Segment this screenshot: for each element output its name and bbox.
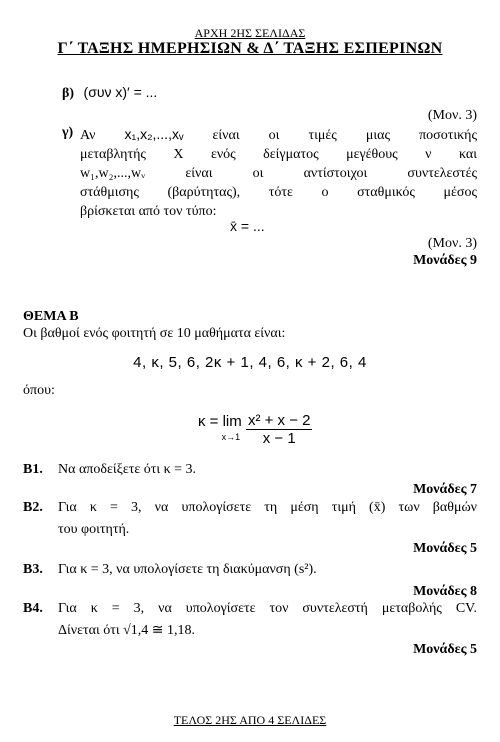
k-limit-lhs: κ = lim bbox=[198, 413, 242, 430]
question-b1-text: Να αποδείξετε ότι κ = 3. bbox=[58, 462, 197, 477]
question-b3-label: Β3. bbox=[23, 562, 43, 577]
theme-b-intro: Οι βαθμοί ενός φοιτητή σε 10 μαθήματα είναι: bbox=[23, 326, 286, 341]
part-c-marks: (Μον. 3) bbox=[427, 236, 477, 251]
part-b-marks: (Μον. 3) bbox=[427, 108, 477, 123]
page-header-top: ΑΡΧΗ 2ΗΣ ΣΕΛΙΔΑΣ bbox=[194, 26, 306, 40]
grades-list: 4, κ, 5, 6, 2κ + 1, 4, 6, κ + 2, 6, 4 bbox=[133, 354, 367, 371]
part-c-total-marks: Μονάδες 9 bbox=[413, 253, 477, 268]
k-limit-numerator: x² + x − 2 bbox=[247, 412, 311, 429]
question-b2-text: Για κ = 3, να υπολογίσετε τη μέση τιμή (x̄) των βαθμών bbox=[58, 500, 477, 515]
part-c-line-1: Αν x₁,x₂,...,xᵥ είναι οι τιμές μιας ποσοτικής bbox=[80, 126, 478, 143]
theme-b-where: όπου: bbox=[23, 383, 55, 398]
part-b bbox=[62, 84, 157, 102]
question-b2-label: Β2. bbox=[23, 500, 43, 515]
part-c-label: γ) bbox=[62, 125, 74, 140]
question-b4-marks: Μονάδες 5 bbox=[413, 642, 477, 657]
part-c-line-4: στάθμισης (βαρύτητας), τότε ο σταθμικός μέσος bbox=[80, 185, 477, 200]
theme-b-title: ΘΕΜΑ Β bbox=[23, 309, 79, 324]
part-b-expression: (συν x)′ = ... bbox=[83, 84, 158, 100]
question-b3-text: Για κ = 3, να υπολογίσετε τη διακύμανση (s²). bbox=[58, 562, 317, 577]
part-c-body bbox=[80, 125, 477, 221]
question-b1-label: Β1. bbox=[23, 462, 43, 477]
k-limit-formula bbox=[198, 412, 312, 447]
part-c-formula: x̄ = ... bbox=[230, 218, 265, 234]
question-b2-marks: Μονάδες 5 bbox=[413, 541, 477, 556]
part-c-line-3: w₁,w₂,...,wᵥ είναι οι αντίστοιχοι συντελεστές bbox=[80, 166, 477, 181]
part-b-label: β) bbox=[62, 86, 75, 101]
k-limit-sub: x→1 bbox=[221, 432, 241, 442]
question-b2-text-2: του φοιτητή. bbox=[58, 522, 130, 537]
page-footer: ΤΕΛΟΣ 2ΗΣ ΑΠΟ 4 ΣΕΛΙΔΕΣ bbox=[173, 713, 327, 727]
part-c-line-5: βρίσκεται από τον τύπο: bbox=[80, 204, 217, 219]
question-b1-marks: Μονάδες 7 bbox=[413, 482, 477, 497]
question-b3-marks: Μονάδες 8 bbox=[413, 584, 477, 599]
question-b4-text-2: Δίνεται ότι √1,4 ≅ 1,18. bbox=[58, 623, 196, 638]
k-limit-denominator: x − 1 bbox=[262, 430, 296, 447]
question-b4-text: Για κ = 3, να υπολογίσετε τον συντελεστή μεταβολής CV. bbox=[58, 601, 477, 616]
part-c-line-2: μεταβλητής X ενός δείγματος μεγέθους ν και bbox=[80, 147, 477, 162]
question-b4-label: Β4. bbox=[23, 601, 43, 616]
page-header-title: Γ΄ ΤΑΞΗΣ ΗΜΕΡΗΣΙΩΝ & Δ΄ ΤΑΞΗΣ ΕΣΠΕΡΙΝΩΝ bbox=[57, 40, 443, 57]
